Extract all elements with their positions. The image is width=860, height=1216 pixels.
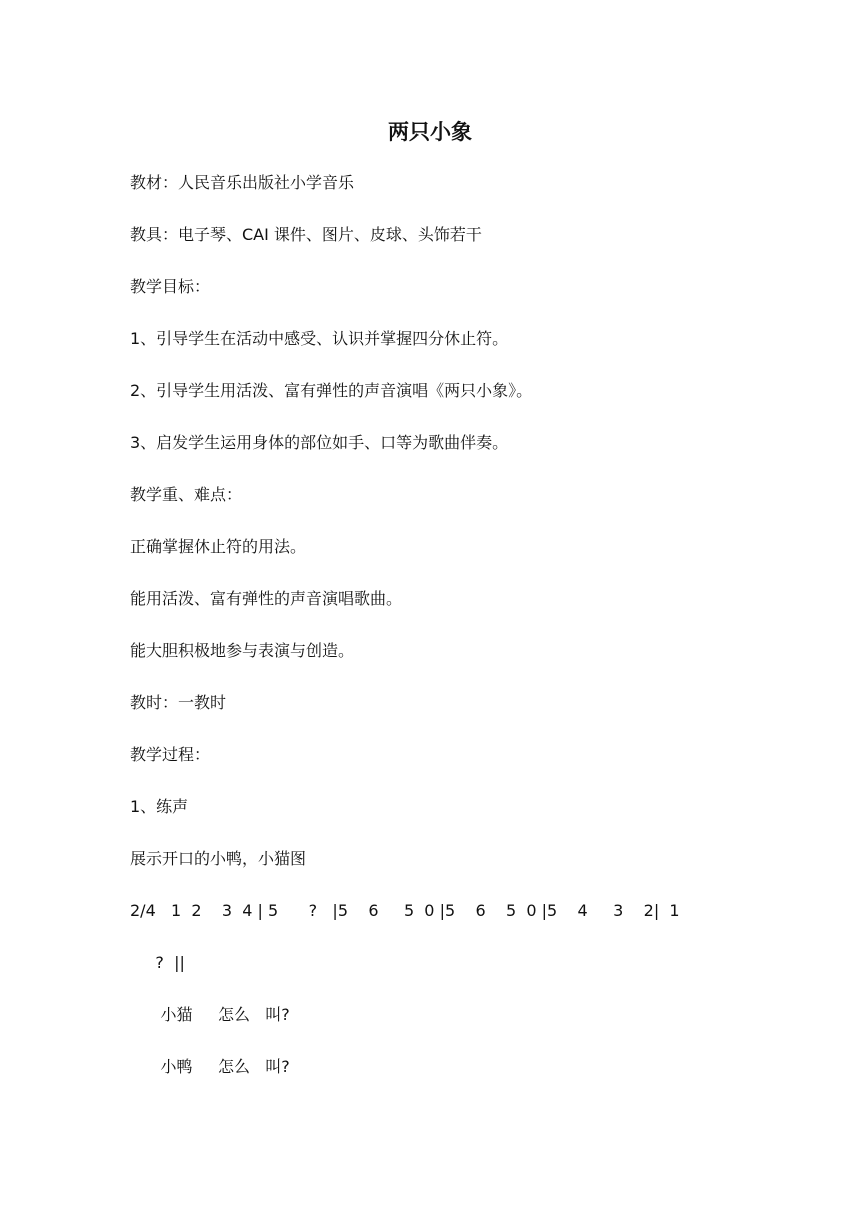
process-heading: 教学过程：	[130, 745, 211, 764]
step-1-description: 展示开口的小鸭，小猫图	[130, 849, 307, 868]
lyric-line-1: 小猫 怎么 叫?	[130, 1005, 290, 1024]
step-1-heading: 1、练声	[130, 797, 189, 816]
notation-line-1: 2/4 1 2 3 4 | 5 ? |5 6 5 0 |5 6 5 0 |5 4 3 2| 1	[130, 901, 680, 920]
textbook-line: 教材：人民音乐出版社小学音乐	[130, 173, 355, 192]
teaching-aids-line: 教具：电子琴、CAI 课件、图片、皮球、头饰若干	[130, 225, 482, 244]
objectives-heading: 教学目标：	[130, 277, 211, 296]
notation-line-2: ? ||	[130, 953, 185, 972]
objective-3: 3、启发学生运用身体的部位如手、口等为歌曲伴奏。	[130, 433, 509, 452]
objective-2: 2、引导学生用活泼、富有弹性的声音演唱《两只小象》。	[130, 381, 533, 400]
document-title: 两只小象	[388, 120, 472, 144]
key-point-2: 能用活泼、富有弹性的声音演唱歌曲。	[130, 589, 403, 608]
lesson-time-line: 教时：一教时	[130, 693, 227, 712]
objective-1: 1、引导学生在活动中感受、认识并掌握四分休止符。	[130, 329, 509, 348]
key-point-3: 能大胆积极地参与表演与创造。	[130, 641, 355, 660]
lyric-line-2: 小鸭 怎么 叫?	[130, 1057, 290, 1076]
key-points-heading: 教学重、难点：	[130, 485, 243, 504]
key-point-1: 正确掌握休止符的用法。	[130, 537, 307, 556]
